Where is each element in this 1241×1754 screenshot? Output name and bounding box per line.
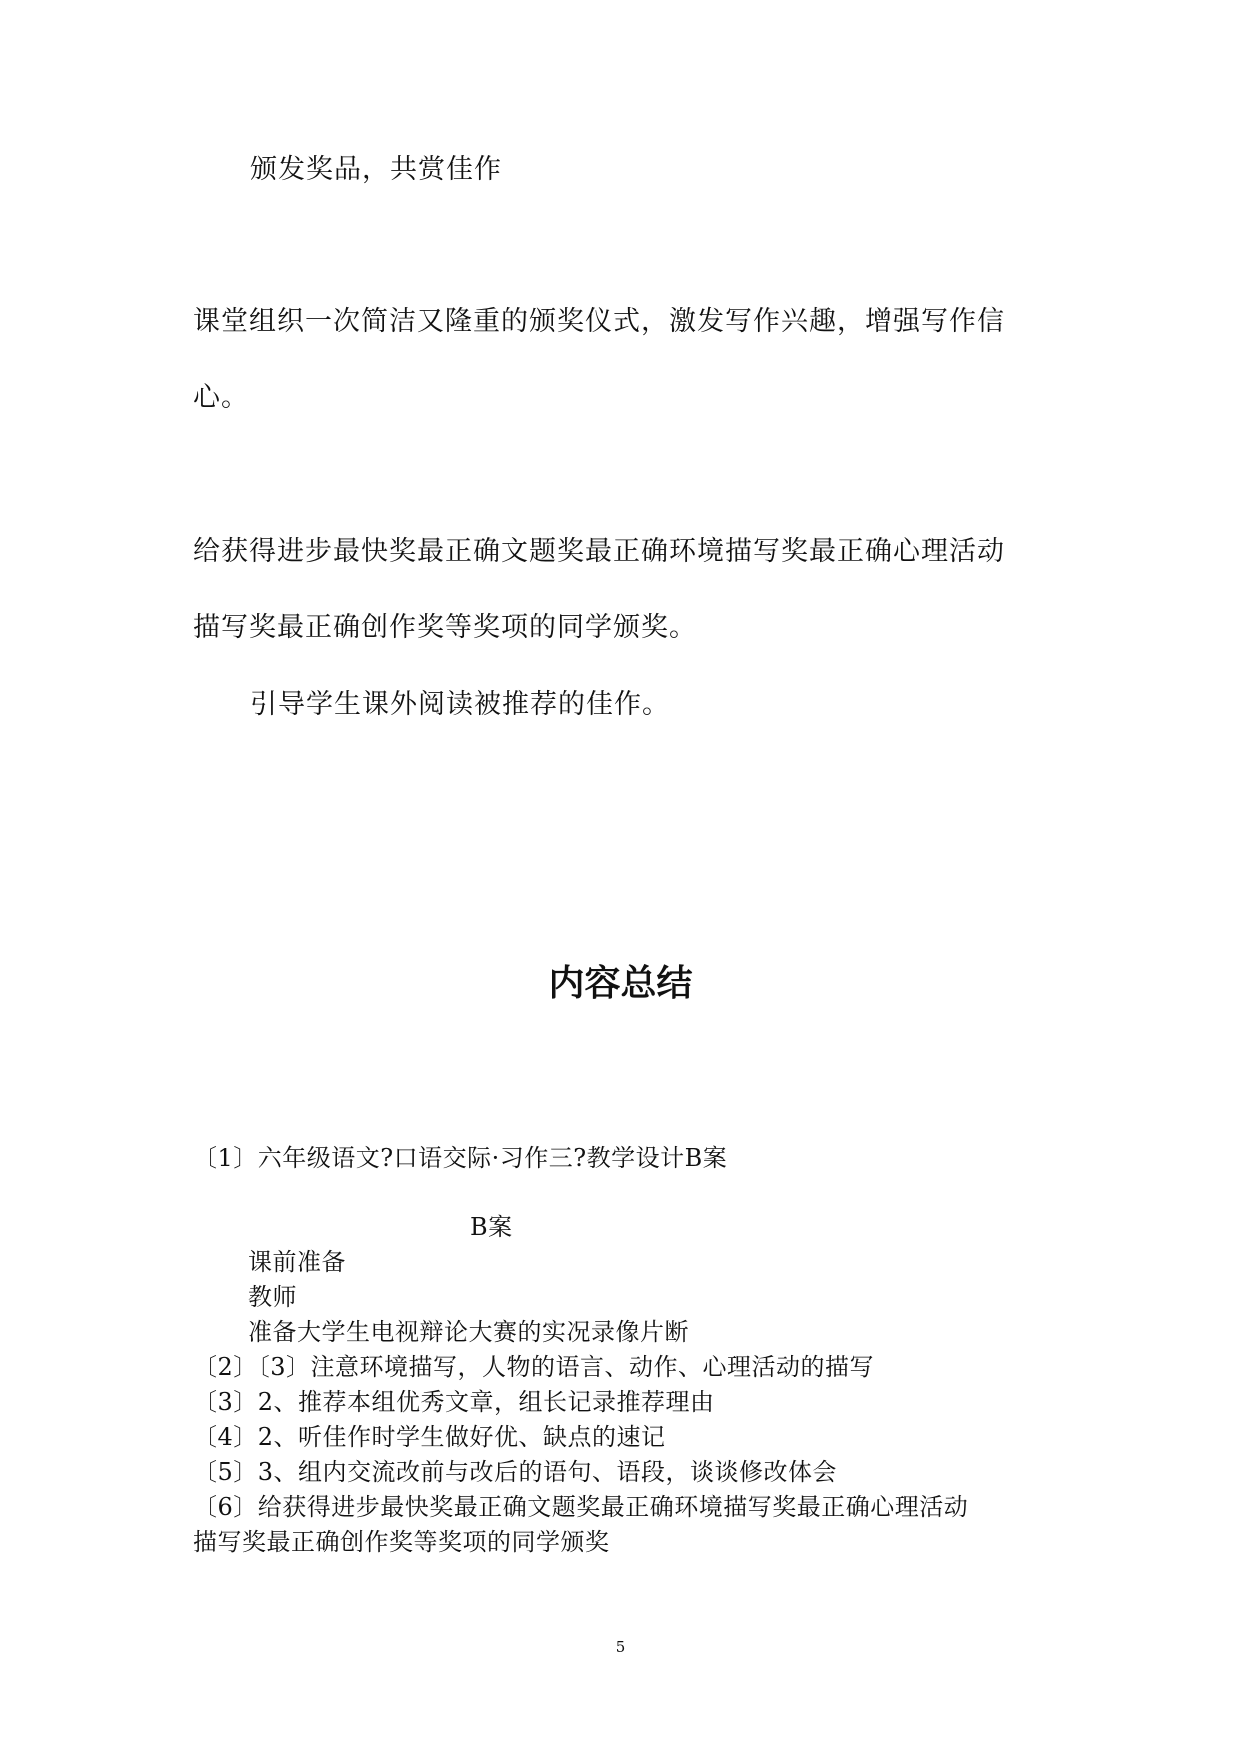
summary-item-1: 〔1〕六年级语文?口语交际·习作三?教学设计B案 [193,1144,728,1172]
summary-teacher: 教师 [248,1283,297,1311]
summary-heading: 内容总结 [548,963,693,1004]
summary-prep: 课前准备 [248,1248,346,1276]
summary-item-4: 〔4〕2、听佳作时学生做好优、缺点的速记 [193,1423,666,1451]
summary-item-6-line1: 〔6〕给获得进步最快奖最正确文题奖最正确环境描写奖最正确心理活动 [193,1493,969,1521]
summary-item-6-line2: 描写奖最正确创作奖等奖项的同学颁奖 [193,1528,610,1556]
summary-teacher-prep: 准备大学生电视辩论大赛的实况录像片断 [248,1318,689,1346]
paragraph-reading-guide: 引导学生课外阅读被推荐的佳作。 [250,689,670,720]
summary-item-3: 〔3〕2、推荐本组优秀文章，组长记录推荐理由 [193,1388,715,1416]
summary-item-2: 〔2〕〔3〕注意环境描写，人物的语言、动作、心理活动的描写 [193,1353,875,1381]
summary-b-plan: B案 [470,1213,513,1241]
paragraph-awards-line1: 给获得进步最快奖最正确文题奖最正确环境描写奖最正确心理活动 [193,536,1005,567]
paragraph-award-title: 颁发奖品，共赏佳作 [250,154,502,185]
paragraph-ceremony-line1: 课堂组织一次简洁又隆重的颁奖仪式，激发写作兴趣，增强写作信 [193,306,1005,337]
paragraph-ceremony-line2: 心。 [193,382,249,413]
page-number: 5 [615,1638,626,1656]
summary-item-5: 〔5〕3、组内交流改前与改后的语句、语段，谈谈修改体会 [193,1458,838,1486]
paragraph-awards-line2: 描写奖最正确创作奖等奖项的同学颁奖。 [193,612,697,643]
